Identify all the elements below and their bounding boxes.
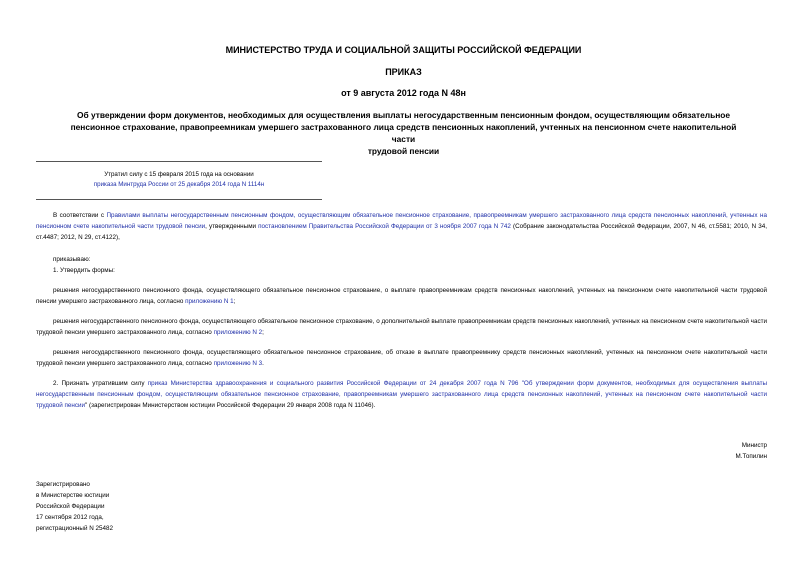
signature-name: М.Топилин [735, 453, 767, 460]
divider-top [36, 161, 322, 162]
order-date: от 9 августа 2012 года N 48н [341, 88, 466, 98]
form3-text: решения негосударственного пенсионного фонда, осуществляющего обязательное пенсионное страхование, об отказе в выплате правопреемнику средств пенсионных накоплений, учтенных на пенсионном счете накопительной части трудовой пенсии умершего застрахованного лица, согласно [36, 349, 767, 367]
registration-line-5: регистрационный N 25482 [36, 525, 114, 532]
form2-paragraph [36, 316, 767, 338]
signature-block [667, 440, 767, 462]
registration-line-4: 17 сентября 2012 года, [36, 514, 104, 521]
form2-end: ; [262, 329, 264, 336]
title-line-1: Об утверждении форм документов, необходимых для осуществления выплаты негосударственным пенсионным фондом, осуществляющим обязательное [76, 110, 731, 120]
order-word: приказываю: [53, 256, 91, 263]
form3-end: . [262, 360, 264, 367]
item2-prefix: 2. Признать утратившим силу [53, 380, 148, 387]
decree-link[interactable]: постановлением Правительства Российской Федерации от 3 ноября 2007 года N 742 [258, 223, 511, 230]
appendix-2-link[interactable]: приложению N 2 [213, 329, 263, 336]
preamble-middle: , утвержденными [205, 223, 259, 230]
registration-line-3: Российской Федерации [36, 503, 105, 510]
form1-text: решения негосударственного пенсионного фонда, осуществляющего обязательное пенсионное страхование, о выплате правопреемникам средств пенсионных накоплений, учтенных на пенсионном счете накопительной части трудовой пенсии умершего застрахованного лица, согласно [36, 287, 767, 305]
order-heading: ПРИКАЗ [385, 67, 422, 77]
ministry-heading: МИНИСТЕРСТВО ТРУДА И СОЦИАЛЬНОЙ ЗАЩИТЫ РОССИЙСКОЙ ФЕДЕРАЦИИ [225, 45, 582, 55]
title-line-3: трудовой пенсии [367, 146, 440, 156]
item2-suffix: " (зарегистрирован Министерством юстиции Российской Федерации 29 января 2008 года N 11046). [85, 402, 376, 409]
preamble-paragraph [36, 210, 767, 243]
signature-role: Министр [741, 442, 767, 449]
status-line: Утратил силу с 15 февраля 2015 года на основании [104, 171, 254, 178]
form1-paragraph [36, 285, 767, 307]
repealed-order-link[interactable]: приказ Министерства здравоохранения и социального развития Российской Федерации от 24 декабря 2007 года N 796 "Об утверждении форм документов, необходимых для осуществления выплаты негосударственным пенсионным фондом, осуществляющим обязательное пенсионное страхование, правопреемникам умершего застрахованного лица средств пенсионных накоплений, учтенных на пенсионном счете накопительной части трудовой пенсии [36, 380, 767, 409]
divider-bottom [36, 199, 322, 200]
status-note [36, 170, 322, 190]
appendix-1-link[interactable]: приложению N 1 [185, 298, 234, 305]
item1-heading: 1. Утвердить формы: [53, 267, 115, 274]
registration-line-1: Зарегистрировано [36, 481, 90, 488]
title-line-2: пенсионное страхование, правопреемникам умершего застрахованного лица средств пенсионных накоплений, учтенных на пенсионном счете накопительной части [70, 122, 737, 144]
status-link[interactable]: приказа Минтруда России от 25 декабря 2014 года N 1114н [93, 181, 265, 188]
appendix-3-link[interactable]: приложению N 3 [213, 360, 263, 367]
form1-end: ; [233, 298, 236, 305]
form3-paragraph [36, 347, 767, 369]
preamble-suffix: (Собрание законодательства Российской Федерации, 2007, N 46, ст.5581; 2010, N 34, ст.4487; 2012, N 29, ст.4122), [36, 223, 767, 241]
form2-text: решения негосударственного пенсионного фонда, осуществляющего обязательное пенсионное страхование, о дополнительной выплате правопреемникам средств пенсионных накоплений, учтенных на пенсионном счете накопительной части трудовой пенсии умершего застрахованного лица, согласно [36, 318, 767, 336]
preamble-prefix: В соответствии с [53, 212, 107, 219]
item2-paragraph [36, 378, 767, 411]
rules-link[interactable]: Правилами выплаты негосударственным пенсионным фондом, осуществляющим обязательное пенсионное страхование, правопреемникам умершего застрахованного лица средств пенсионных накоплений, учтенных на пенсионном счете накопительной части трудовой пенсии [36, 212, 768, 230]
document-title [60, 109, 747, 157]
registration-block [36, 479, 196, 534]
registration-line-2: в Министерстве юстиции [36, 492, 110, 499]
